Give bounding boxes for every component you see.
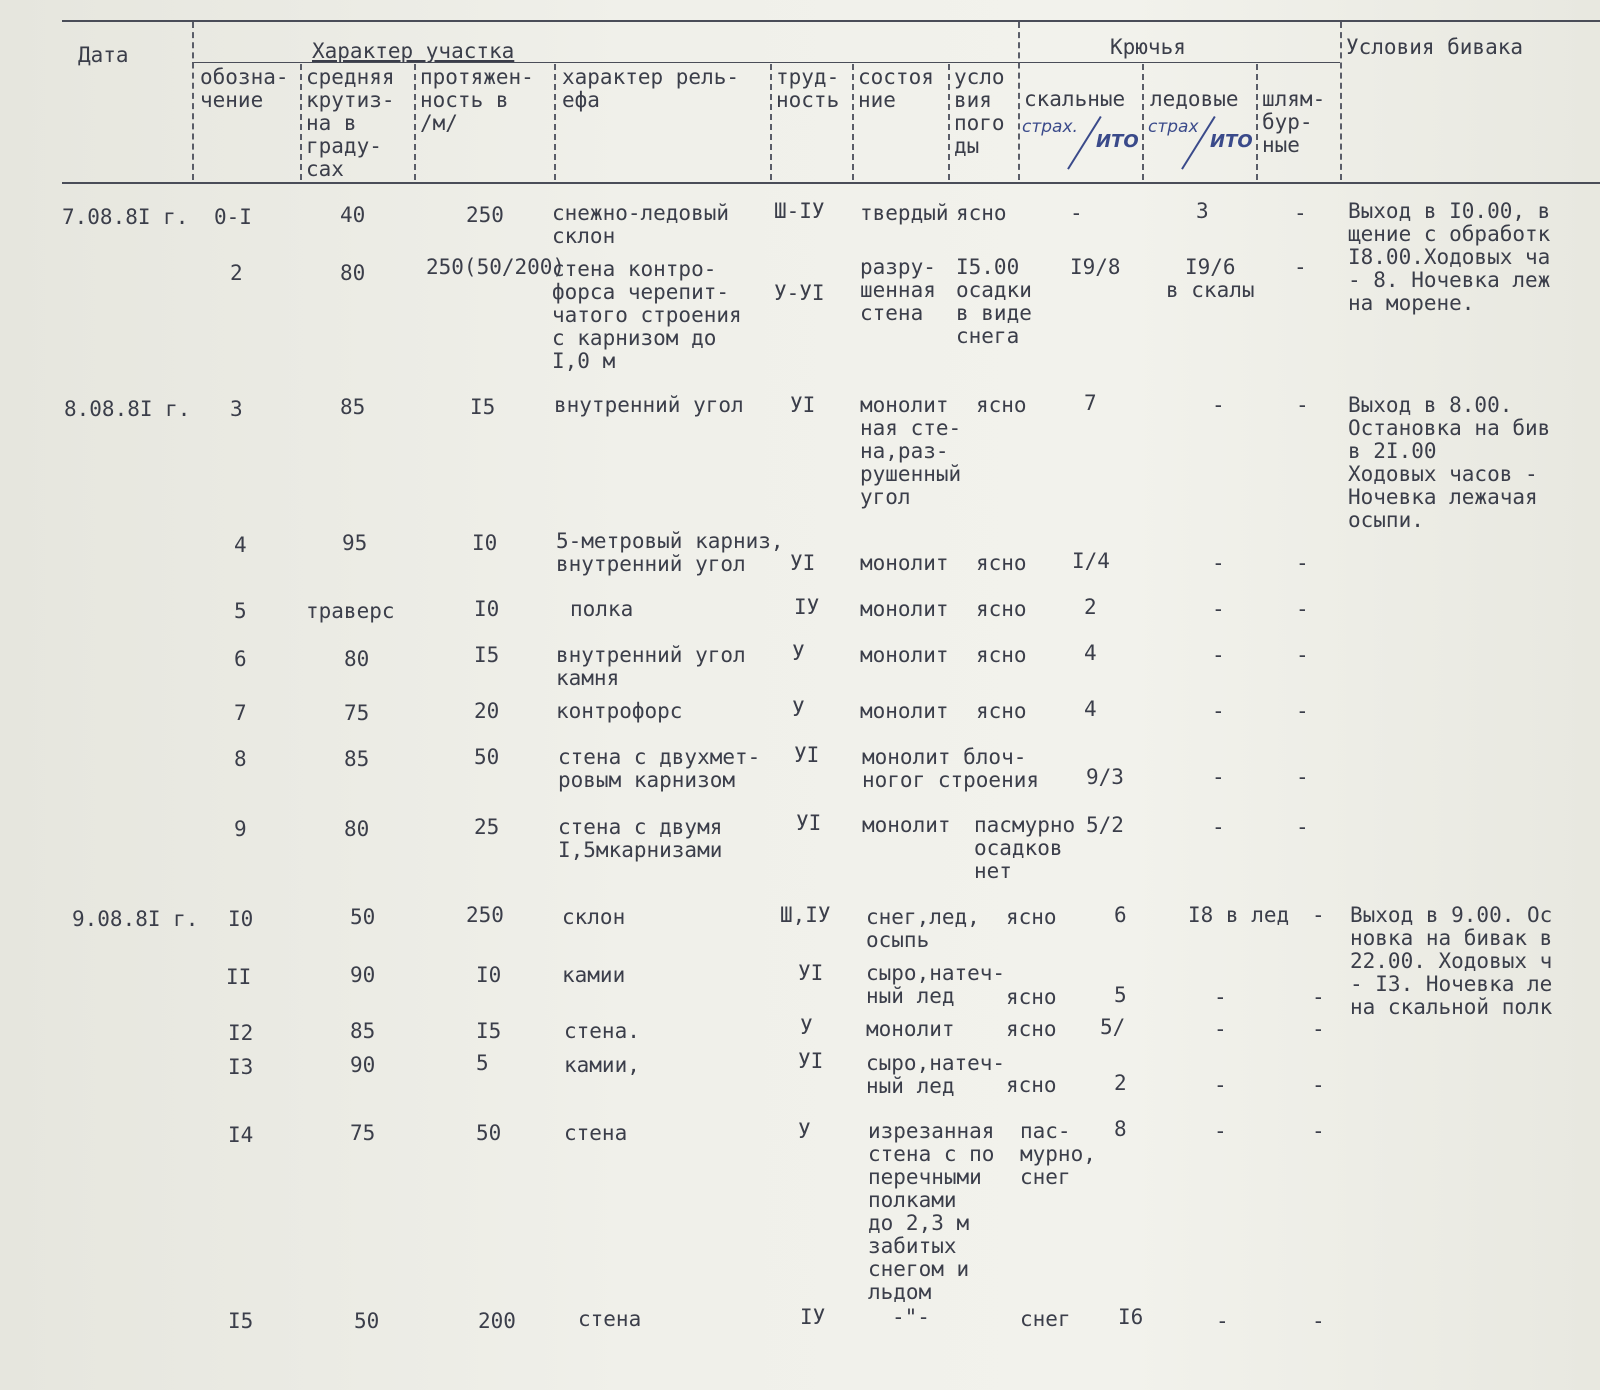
row-difficulty: УI <box>790 551 816 575</box>
row-steepness: 85 <box>344 747 370 771</box>
row-date: 7.08.8I г. <box>62 205 189 229</box>
row-id: II <box>226 965 252 989</box>
row-ice-hooks: I8 в лед <box>1188 903 1290 927</box>
header-designation: обозна- чение <box>200 65 289 112</box>
row-rock-hooks: 2 <box>1084 595 1097 619</box>
row-weather: ясно <box>1006 1073 1057 1097</box>
row-bolt-hooks: - <box>1312 903 1325 927</box>
column-separator <box>948 64 950 180</box>
row-length: 25 <box>474 815 500 839</box>
column-separator <box>1142 64 1144 180</box>
row-ice-hooks: 3 <box>1196 199 1209 223</box>
column-separator <box>414 64 416 180</box>
row-bolt-hooks: - <box>1312 1119 1325 1143</box>
header-rock-hooks: скальные <box>1024 87 1126 111</box>
row-ice-hooks: - <box>1214 1073 1227 1097</box>
header-rock-belay: страх. <box>1022 117 1078 137</box>
row-bolt-hooks: - <box>1296 597 1309 621</box>
row-weather: ясно <box>1006 905 1057 929</box>
header-date: Дата <box>78 43 129 67</box>
row-ice-hooks: - <box>1214 985 1227 1009</box>
row-difficulty: УI <box>798 1049 824 1073</box>
row-length: 50 <box>476 1121 502 1145</box>
row-id: 9 <box>234 817 247 841</box>
row-ice-hooks: - <box>1212 643 1225 667</box>
row-relief: стена контро- форса черепит- чатого строения с карнизом до I,0 м <box>552 257 742 373</box>
header-length: протяжен- ность в /м/ <box>420 65 534 135</box>
row-length: I5 <box>470 395 496 419</box>
row-ice-hooks: I9/6 в скалы <box>1166 255 1255 302</box>
row-weather: ясно <box>976 393 1027 417</box>
row-condition: монолит <box>860 643 949 667</box>
row-relief: стена. <box>564 1019 640 1043</box>
header-section-group: Характер участка <box>312 39 515 63</box>
header-bolt-hooks: шлям- бур- ные <box>1262 87 1326 157</box>
column-separator <box>554 64 556 180</box>
row-condition: -"- <box>892 1305 930 1329</box>
bivouac-note-day3: Выход в 9.00. Ос новка на бивак в 22.00. Ходовых ч - I3. Ночевка ле на скальной полк <box>1350 903 1553 1019</box>
row-id: I3 <box>228 1055 254 1079</box>
row-rock-hooks: 5 <box>1114 983 1127 1007</box>
column-separator <box>1018 22 1020 180</box>
row-bolt-hooks: - <box>1296 765 1309 789</box>
row-relief: склон <box>562 905 626 929</box>
row-condition: монолит <box>860 551 949 575</box>
row-id: 4 <box>234 533 247 557</box>
row-length: 250(50/200) <box>426 255 566 279</box>
row-steepness: 75 <box>350 1121 376 1145</box>
row-length: I0 <box>474 597 500 621</box>
row-steepness: 80 <box>340 261 366 285</box>
row-difficulty: УI <box>796 811 822 835</box>
column-separator <box>1256 64 1258 180</box>
row-difficulty: IУ <box>794 595 820 619</box>
header-ice-aid: ИТО <box>1210 131 1253 152</box>
row-condition: разру- шенная стена <box>860 255 936 325</box>
row-steepness: 80 <box>344 647 370 671</box>
row-bolt-hooks: - <box>1296 393 1309 417</box>
row-condition: монолит <box>866 1017 955 1041</box>
row-id: 0-I <box>214 205 252 229</box>
row-relief: внутренний угол <box>554 393 744 417</box>
row-rock-hooks: 2 <box>1114 1071 1127 1095</box>
row-ice-hooks: - <box>1212 699 1225 723</box>
row-rock-hooks: 4 <box>1084 641 1097 665</box>
row-steepness: 85 <box>340 395 366 419</box>
row-length: 50 <box>474 745 500 769</box>
row-relief: полка <box>570 597 634 621</box>
row-weather: ясно <box>1006 985 1057 1009</box>
row-length: I5 <box>476 1019 502 1043</box>
row-bolt-hooks: - <box>1296 815 1309 839</box>
row-length: 250 <box>466 203 504 227</box>
row-ice-hooks: - <box>1214 1119 1227 1143</box>
row-relief: стена с двумя I,5мкарнизами <box>558 815 723 862</box>
row-weather: ясно <box>956 201 1007 225</box>
row-rock-hooks: 7 <box>1084 391 1097 415</box>
row-bolt-hooks: - <box>1296 643 1309 667</box>
row-difficulty: У <box>798 1119 811 1143</box>
row-difficulty: УI <box>798 961 824 985</box>
row-condition: изрезанная стена с по перечными полками до 2,3 м забитых снегом и льдом <box>868 1119 995 1304</box>
row-weather: I5.00 осадки в виде снега <box>956 255 1032 348</box>
table-header-bottom-rule <box>62 182 1600 184</box>
row-rock-hooks: 6 <box>1114 903 1127 927</box>
bivouac-note-day2: Выход в 8.00. Остановка на бив в 2I.00 Ходовых часов - Ночевка лежачая осыпи. <box>1348 393 1551 532</box>
row-bolt-hooks: - <box>1296 699 1309 723</box>
row-steepness: 95 <box>342 531 368 555</box>
row-steepness: 50 <box>354 1309 380 1333</box>
row-bolt-hooks: - <box>1312 1017 1325 1041</box>
row-rock-hooks: 4 <box>1084 697 1097 721</box>
bivouac-note-day1: Выход в I0.00, в щение с обработк I8.00.Ходовых ча - 8. Ночевка леж на морене. <box>1348 199 1551 315</box>
header-rock-aid: ИТО <box>1096 131 1139 152</box>
row-ice-hooks: - <box>1212 765 1225 789</box>
row-rock-hooks: I9/8 <box>1070 255 1121 279</box>
row-relief: контрофорс <box>556 699 683 723</box>
row-difficulty: УI <box>790 393 816 417</box>
row-weather: снег <box>1020 1307 1071 1331</box>
row-bolt-hooks: - <box>1312 985 1325 1009</box>
row-difficulty: Ш,IУ <box>780 903 831 927</box>
row-steepness: траверс <box>306 599 395 623</box>
row-rock-hooks: 5/2 <box>1086 813 1124 837</box>
row-relief: снежно-ледовый склон <box>552 201 730 248</box>
header-bivouac: Условия бивака <box>1346 35 1524 59</box>
row-rock-hooks: I6 <box>1118 1305 1144 1329</box>
row-length: I5 <box>474 643 500 667</box>
row-rock-hooks: 9/3 <box>1086 765 1124 789</box>
row-difficulty: У <box>792 641 805 665</box>
header-weather: усло вия пого ды <box>954 65 1005 158</box>
column-separator <box>770 64 772 180</box>
row-id: 5 <box>234 599 247 623</box>
row-id: 6 <box>234 647 247 671</box>
row-length: 5 <box>476 1051 489 1075</box>
row-length: 250 <box>466 903 504 927</box>
row-condition: сыро,натеч- ный лед <box>866 1051 1006 1098</box>
row-date: 9.08.8I г. <box>72 907 199 931</box>
row-id: 3 <box>230 397 243 421</box>
row-ice-hooks: - <box>1212 393 1225 417</box>
header-condition: состоя ние <box>858 65 934 112</box>
row-id: 2 <box>230 261 243 285</box>
row-difficulty: Ш-IУ <box>774 199 825 223</box>
row-rock-hooks: - <box>1070 201 1083 225</box>
row-id: 7 <box>234 701 247 725</box>
row-steepness: 75 <box>344 701 370 725</box>
row-condition: монолит <box>860 597 949 621</box>
header-hooks-group: Крючья <box>1110 35 1186 59</box>
row-ice-hooks: - <box>1212 597 1225 621</box>
row-steepness: 50 <box>350 905 376 929</box>
row-ice-hooks: - <box>1216 1309 1229 1333</box>
row-ice-hooks: - <box>1212 815 1225 839</box>
row-rock-hooks: 8 <box>1114 1117 1127 1141</box>
row-length: I0 <box>476 963 502 987</box>
row-weather: ясно <box>976 597 1027 621</box>
column-separator <box>192 22 194 180</box>
row-relief: камии, <box>564 1053 640 1077</box>
row-id: I5 <box>228 1309 254 1333</box>
row-difficulty: У <box>792 697 805 721</box>
row-length: 200 <box>478 1309 516 1333</box>
row-relief: 5-метровый карниз, внутренний угол <box>556 529 784 576</box>
row-ice-hooks: - <box>1214 1017 1227 1041</box>
row-bolt-hooks: - <box>1296 551 1309 575</box>
row-length: 20 <box>474 699 500 723</box>
row-condition: твердый <box>860 201 949 225</box>
row-weather: ясно <box>1006 1017 1057 1041</box>
row-id: I0 <box>228 907 254 931</box>
row-weather: ясно <box>976 699 1027 723</box>
row-weather: пасмурно осадков нет <box>974 813 1076 883</box>
header-avg-steepness: средняя крутиз- на в граду- сах <box>306 65 395 181</box>
table-top-rule <box>62 20 1600 22</box>
row-relief: стена с двухмет- ровым карнизом <box>558 745 761 792</box>
row-bolt-hooks: - <box>1294 255 1307 279</box>
header-relief: характер рель- ефа <box>562 65 740 112</box>
row-difficulty: У-УI <box>774 281 825 305</box>
row-steepness: 40 <box>340 203 366 227</box>
row-ice-hooks: - <box>1212 551 1225 575</box>
row-condition: монолит блоч- ногог строения <box>862 745 1040 792</box>
header-ice-hooks: ледовые <box>1150 87 1239 111</box>
header-difficulty: труд- ность <box>776 65 840 112</box>
row-bolt-hooks: - <box>1312 1309 1325 1333</box>
row-rock-hooks: 5/ <box>1100 1015 1126 1039</box>
row-condition: монолит <box>860 699 949 723</box>
row-date: 8.08.8I г. <box>64 397 191 421</box>
row-weather: ясно <box>976 643 1027 667</box>
row-weather: ясно <box>976 551 1027 575</box>
row-difficulty: У <box>800 1015 813 1039</box>
column-separator <box>852 64 854 180</box>
row-rock-hooks: I/4 <box>1072 549 1110 573</box>
row-length: I0 <box>472 531 498 555</box>
row-steepness: 85 <box>350 1019 376 1043</box>
row-weather: пас- мурно, снег <box>1020 1119 1096 1189</box>
row-condition: монолит ная сте- на,раз- рушенный угол <box>860 393 962 509</box>
row-condition: снег,лед, осыпь <box>866 905 980 952</box>
header-ice-belay: страх <box>1148 117 1199 137</box>
column-separator <box>1340 22 1342 180</box>
row-relief: внутренний угол камня <box>556 643 746 690</box>
row-relief: камии <box>562 963 626 987</box>
row-id: I2 <box>228 1021 254 1045</box>
row-difficulty: IУ <box>800 1305 826 1329</box>
row-id: 8 <box>234 747 247 771</box>
row-difficulty: УI <box>794 743 820 767</box>
row-steepness: 90 <box>350 963 376 987</box>
row-steepness: 80 <box>344 817 370 841</box>
row-condition: сыро,натеч- ный лед <box>866 961 1006 1008</box>
row-bolt-hooks: - <box>1294 201 1307 225</box>
row-condition: монолит <box>862 813 951 837</box>
row-relief: стена <box>578 1307 642 1331</box>
row-relief: стена <box>564 1121 628 1145</box>
row-id: I4 <box>228 1123 254 1147</box>
row-bolt-hooks: - <box>1312 1073 1325 1097</box>
column-separator <box>300 64 302 180</box>
row-steepness: 90 <box>350 1053 376 1077</box>
